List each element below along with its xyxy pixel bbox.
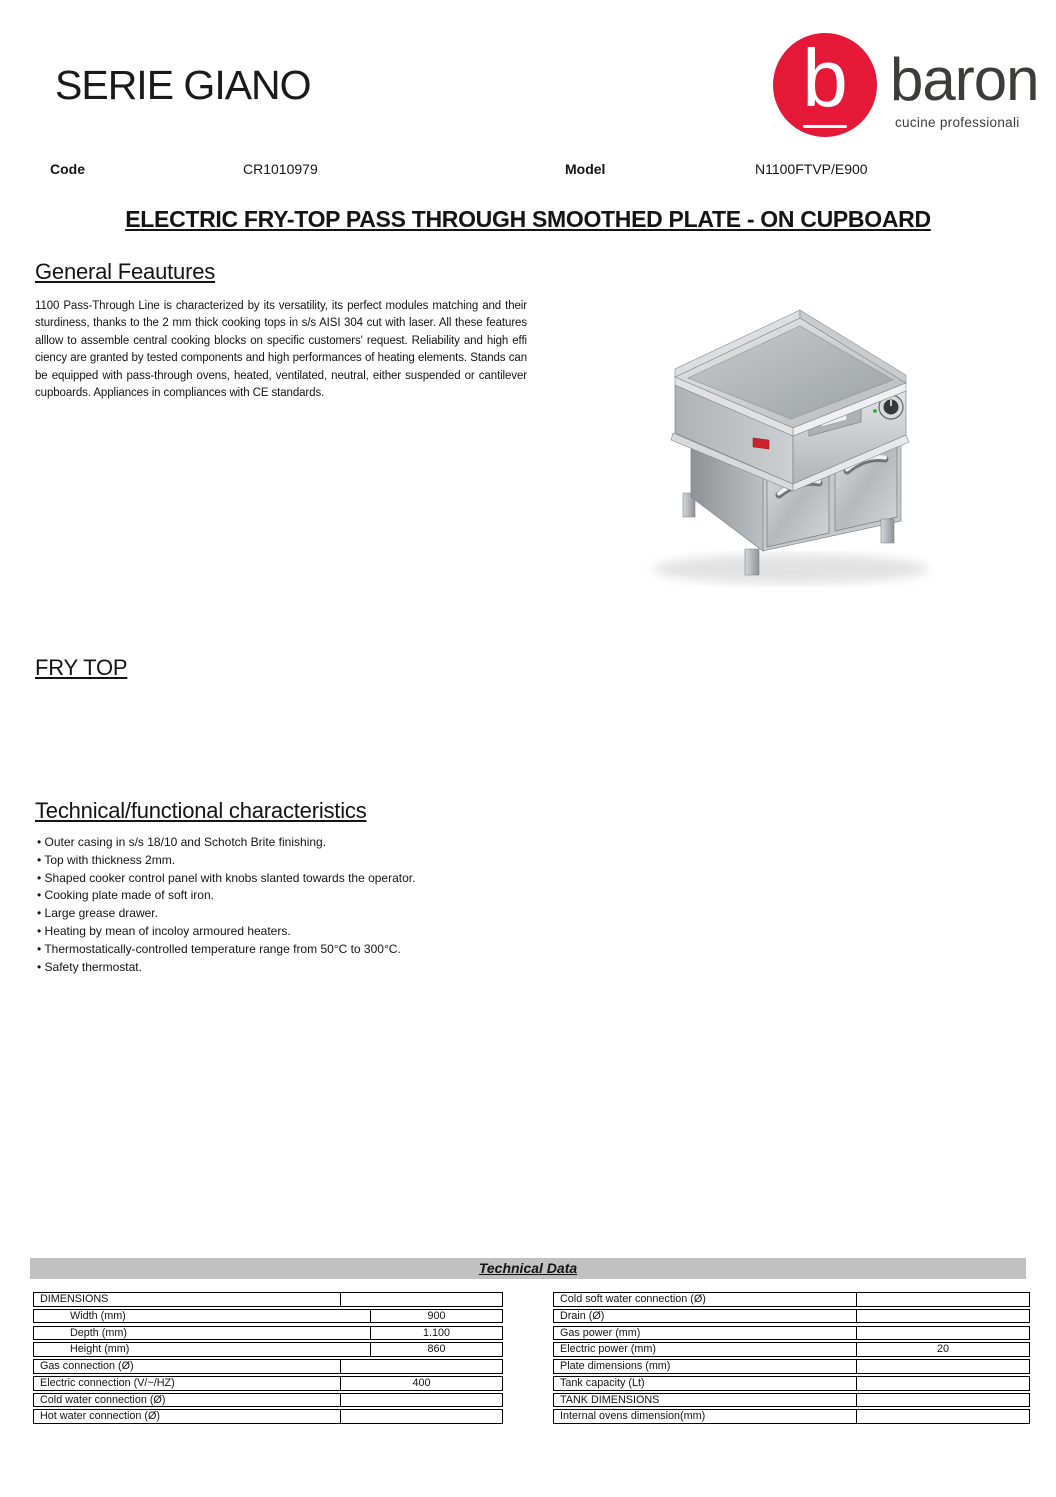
table-cell-label: Cold water connection (Ø) xyxy=(34,1394,341,1407)
technical-data-heading: Technical Data xyxy=(478,1260,578,1276)
table-cell-value xyxy=(857,1360,1029,1373)
table-cell-value: 20 xyxy=(936,1343,949,1356)
table-cell-value: 1.100 xyxy=(422,1326,451,1339)
table-row xyxy=(33,1292,503,1307)
table-cell-value xyxy=(341,1293,502,1306)
table-row xyxy=(33,1359,503,1374)
table-cell-label: Cold soft water connection (Ø) xyxy=(554,1293,857,1306)
logo-brand-name: baron xyxy=(890,46,1039,113)
table-cell-label: TANK DIMENSIONS xyxy=(554,1394,857,1407)
table-row xyxy=(33,1409,503,1424)
table-cell-value: 400 xyxy=(412,1376,431,1389)
product-image xyxy=(633,283,953,603)
code-label: Code xyxy=(50,161,85,177)
table-cell-label: Electric connection (V/~/HZ) xyxy=(34,1377,341,1390)
bullet-item: • Thermostatically-controlled temperature range from 50°C to 300°C. xyxy=(37,941,415,959)
logo-tagline: cucine professionali xyxy=(895,115,1020,130)
table-cell-value xyxy=(341,1410,502,1423)
technical-data-table-right xyxy=(553,1292,1030,1426)
table-row xyxy=(553,1359,1030,1374)
table-cell-label: Electric power (mm) xyxy=(554,1343,857,1356)
table-cell-value xyxy=(857,1293,1029,1306)
table-row xyxy=(553,1342,1030,1357)
table-cell-label: Gas power (mm) xyxy=(554,1327,857,1340)
table-row xyxy=(33,1326,503,1341)
brand-badge xyxy=(753,438,769,449)
bullet-item: • Outer casing in s/s 18/10 and Schotch Brite finishing. xyxy=(37,834,415,852)
table-cell-value xyxy=(341,1394,502,1407)
technical-characteristics-list xyxy=(37,834,415,976)
table-cell-label: Gas connection (Ø) xyxy=(34,1360,341,1373)
product-shadow xyxy=(653,554,929,584)
table-cell-value: 900 xyxy=(427,1309,446,1322)
bullet-item: • Safety thermostat. xyxy=(37,959,415,977)
power-indicator xyxy=(873,409,877,413)
table-row xyxy=(553,1326,1030,1341)
product-heading: ELECTRIC FRY-TOP PASS THROUGH SMOOTHED PLATE - ON CUPBOARD xyxy=(125,206,931,232)
table-cell-value xyxy=(857,1377,1029,1390)
general-features-heading: General Feautures xyxy=(35,259,216,284)
table-row xyxy=(33,1342,503,1357)
bullet-item: • Shaped cooker control panel with knobs slanted towards the operator. xyxy=(37,870,415,888)
table-cell-label: Drain (Ø) xyxy=(554,1310,857,1323)
table-cell-label: Width (mm) xyxy=(34,1310,371,1323)
table-row xyxy=(33,1309,503,1324)
page-title: SERIE GIANO xyxy=(55,62,311,108)
table-cell-value xyxy=(857,1310,1029,1323)
table-cell-value xyxy=(857,1327,1029,1340)
table-cell-value xyxy=(857,1410,1029,1423)
general-features-text: 1100 Pass-Through Line is characterized by its versatility, its perfect modules matching and their sturdiness, thanks to the 2 mm thick cooking tops in s/s AISI 304 cut with laser. All these features alllow to assemble central cooking blocks on specific customers' request. Reliability and high effi ciency are granted by tested components and high performances of heating elements. Stands can be equipped with pass-through ovens, heated, ventilated, neutral, either suspended or cantilever cupboards. Appliances in compliances with CE standards. xyxy=(35,300,527,400)
table-row xyxy=(553,1409,1030,1424)
table-cell-label: Hot water connection (Ø) xyxy=(34,1410,341,1423)
table-row xyxy=(553,1292,1030,1307)
table-cell-value xyxy=(857,1394,1029,1407)
table-cell-value xyxy=(341,1360,502,1373)
table-cell-label: Tank capacity (Lt) xyxy=(554,1377,857,1390)
baron-logo-icon xyxy=(773,33,877,137)
bullet-item: • Heating by mean of incoloy armoured heaters. xyxy=(37,923,415,941)
model-label: Model xyxy=(565,161,606,177)
leg-front-right xyxy=(881,519,894,543)
table-row xyxy=(553,1376,1030,1391)
bullet-item: • Cooking plate made of soft iron. xyxy=(37,887,415,905)
table-row xyxy=(553,1393,1030,1408)
leg-front-left xyxy=(745,549,759,575)
table-row xyxy=(553,1309,1030,1324)
table-row xyxy=(33,1393,503,1408)
technical-characteristics-heading: Technical/functional characteristics xyxy=(35,798,367,823)
logo-letter: b xyxy=(802,33,848,124)
technical-data-table-left xyxy=(33,1292,503,1426)
bullet-item: • Large grease drawer. xyxy=(37,905,415,923)
fry-top-heading: FRY TOP xyxy=(35,655,128,680)
table-cell-label: Depth (mm) xyxy=(34,1327,371,1340)
logo-underline xyxy=(803,125,847,128)
code-value: CR1010979 xyxy=(243,161,318,177)
table-cell-label: Plate dimensions (mm) xyxy=(554,1360,857,1373)
model-value: N1100FTVP/E900 xyxy=(755,161,868,177)
bullet-item: • Top with thickness 2mm. xyxy=(37,852,415,870)
table-row xyxy=(33,1376,503,1391)
technical-data-bar xyxy=(30,1258,1026,1279)
table-cell-label: Height (mm) xyxy=(34,1343,371,1356)
table-cell-label: Internal ovens dimension(mm) xyxy=(554,1410,857,1423)
table-cell-value: 860 xyxy=(427,1343,446,1356)
table-cell-label: DIMENSIONS xyxy=(34,1293,341,1306)
